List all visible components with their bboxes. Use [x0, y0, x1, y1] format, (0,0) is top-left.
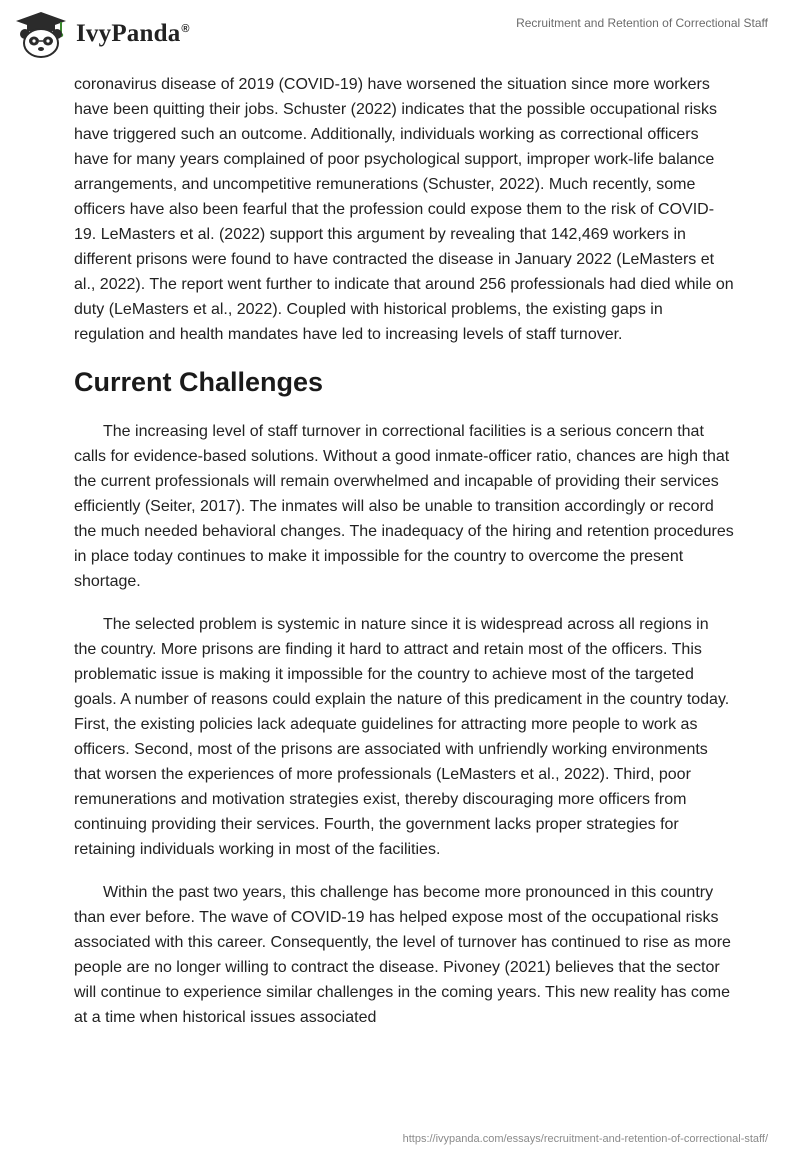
document-title: Recruitment and Retention of Correctional Staff	[516, 16, 768, 30]
essay-content	[74, 72, 734, 1048]
section-heading: Current Challenges	[74, 367, 324, 397]
paragraph: The selected problem is systemic in nature since it is widespread across all regions in the country. More prisons are finding it hard to attract and retain most of the officers. This problematic issue is making it impossible for the country to achieve most of the targeted goals. A number of reasons could explain the nature of this predicament in the country today. First, the existing policies lack adequate guidelines for attracting more people to work as officers. Second, most of the prisons are associated with unfriendly working environments that worsen the experiences of more professionals (LeMasters et al., 2022). Third, poor remunerations and motivation strategies exist, thereby discouraging more officers from continuing providing their services. Fourth, the government lacks proper strategies for retaining individuals working in most of the facilities.	[74, 616, 730, 858]
paragraph: coronavirus disease of 2019 (COVID-19) have worsened the situation since more workers have been quitting their jobs. Schuster (2022) indicates that the possible occupational risks have triggered such an outcome. Additionally, individuals working as correctional officers have for many years complained of poor psychological support, improper work-life balance arrangements, and uncompetitive remunerations (Schuster, 2022). Much recently, some officers have also been fearful that the profession could expose them to the risk of COVID-19. LeMasters et al. (2022) support this argument by revealing that 142,469 workers in different prisons were found to have contracted the disease in January 2022 (LeMasters et al., 2022). The report went further to indicate that around 256 professionals had died while on duty (LeMasters et al., 2022). Coupled with historical problems, the existing gaps in regulation and health mandates have led to increasing levels of staff turnover.	[74, 76, 734, 343]
panda-graduate-icon	[14, 10, 68, 58]
page-header	[0, 0, 800, 70]
source-url[interactable]: https://ivypanda.com/essays/recruitment-and-retention-of-correctional-staff/	[402, 1133, 768, 1145]
logo[interactable]	[14, 6, 190, 62]
paragraph: Within the past two years, this challenge has become more pronounced in this country than ever before. The wave of COVID-19 has helped expose most of the occupational risks associated with this career. Consequently, the level of turnover has continued to rise as more people are no longer willing to contract the disease. Pivoney (2021) believes that the sector will continue to experience similar challenges in the coming years. This new reality has come at a time when historical issues associated	[74, 884, 731, 1026]
logo-text: IvyPanda®	[76, 20, 190, 47]
paragraph: The increasing level of staff turnover in correctional facilities is a serious concern that calls for evidence-based solutions. Without a good inmate-officer ratio, chances are high that the current professionals will remain overwhelmed and incapable of providing their services efficiently (Seiter, 2017). The inmates will also be unable to transition accordingly or record the much needed behavioral changes. The inadequacy of the hiring and retention procedures in place today continues to make it impossible for the country to overcome the present shortage.	[74, 423, 734, 590]
